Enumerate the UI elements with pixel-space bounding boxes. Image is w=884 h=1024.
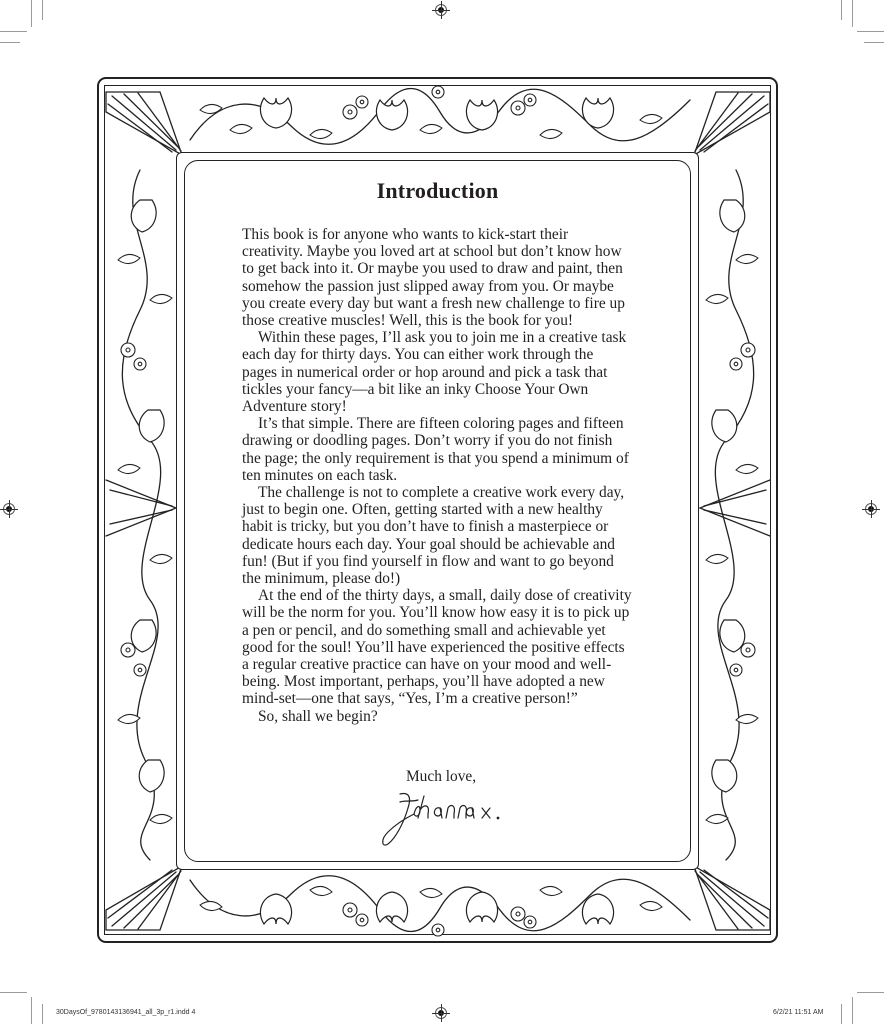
paragraph-1: This book is for anyone who wants to kick-start their creativity. Maybe you loved art at school but don’t know how to get back into it. Or maybe you used to draw and paint, then somehow the passion just slipped away from you. Or maybe you create every day but want a fresh new challenge to fire up those creative muscles! Well, this is the book for you! bbox=[242, 226, 625, 330]
paragraph-2: Within these pages, I’ll ask you to join me in a creative task each day for thirty days. You can either work through the pages in numerical order or hop around and pick a task that tickles your fancy—a bit like an inky Choose Your Own Adventure story! bbox=[242, 329, 627, 416]
print-slug-timestamp: 6/2/21 11:51 AM bbox=[773, 1009, 824, 1016]
handwritten-signature bbox=[378, 788, 508, 850]
corner-sunburst-top-right bbox=[694, 92, 770, 155]
side-sunburst-right bbox=[700, 480, 770, 536]
paragraph-6: So, shall we begin? bbox=[258, 707, 378, 725]
introduction-body bbox=[242, 226, 632, 725]
paragraph-3: It’s that simple. There are fifteen coloring pages and fifteen drawing or doodling pages. Don’t worry if you do not finish the page; the only requirement is that you spend a minimum of ten minutes on each task. bbox=[242, 415, 629, 484]
corner-sunburst-top-left bbox=[106, 92, 182, 155]
side-sunburst-left bbox=[106, 480, 176, 536]
page-title: Introduction bbox=[376, 178, 499, 203]
closing-line: Much love, bbox=[406, 768, 477, 785]
print-slug-filename: 30DaysOf_9780143136941_all_3p_r1.indd 4 bbox=[56, 1009, 196, 1016]
corner-sunburst-bottom-left bbox=[106, 866, 182, 930]
paragraph-4: The challenge is not to complete a creative work every day, just to begin one. Often, getting started with a new healthy habit is tricky, but you don’t have to finish a masterpiece or dedicate hours each day. Your goal should be achievable and fun! (But if you find yourself in flow and want to go beyond the minimum, please do!) bbox=[242, 484, 625, 588]
corner-sunburst-bottom-right bbox=[694, 866, 770, 930]
paragraph-5: At the end of the thirty days, a small, daily dose of creativity will be the norm for you. You’ll know how easy it is to pick up a pen or pencil, and do something small and achievable yet good for the soul! You’ll have experienced the positive effects a regular creative practice can have on your mood and well-being. Most important, perhaps, you’ll have adopted a new mind-set—one that says, “Yes, I’m a creative person!” bbox=[242, 587, 632, 708]
